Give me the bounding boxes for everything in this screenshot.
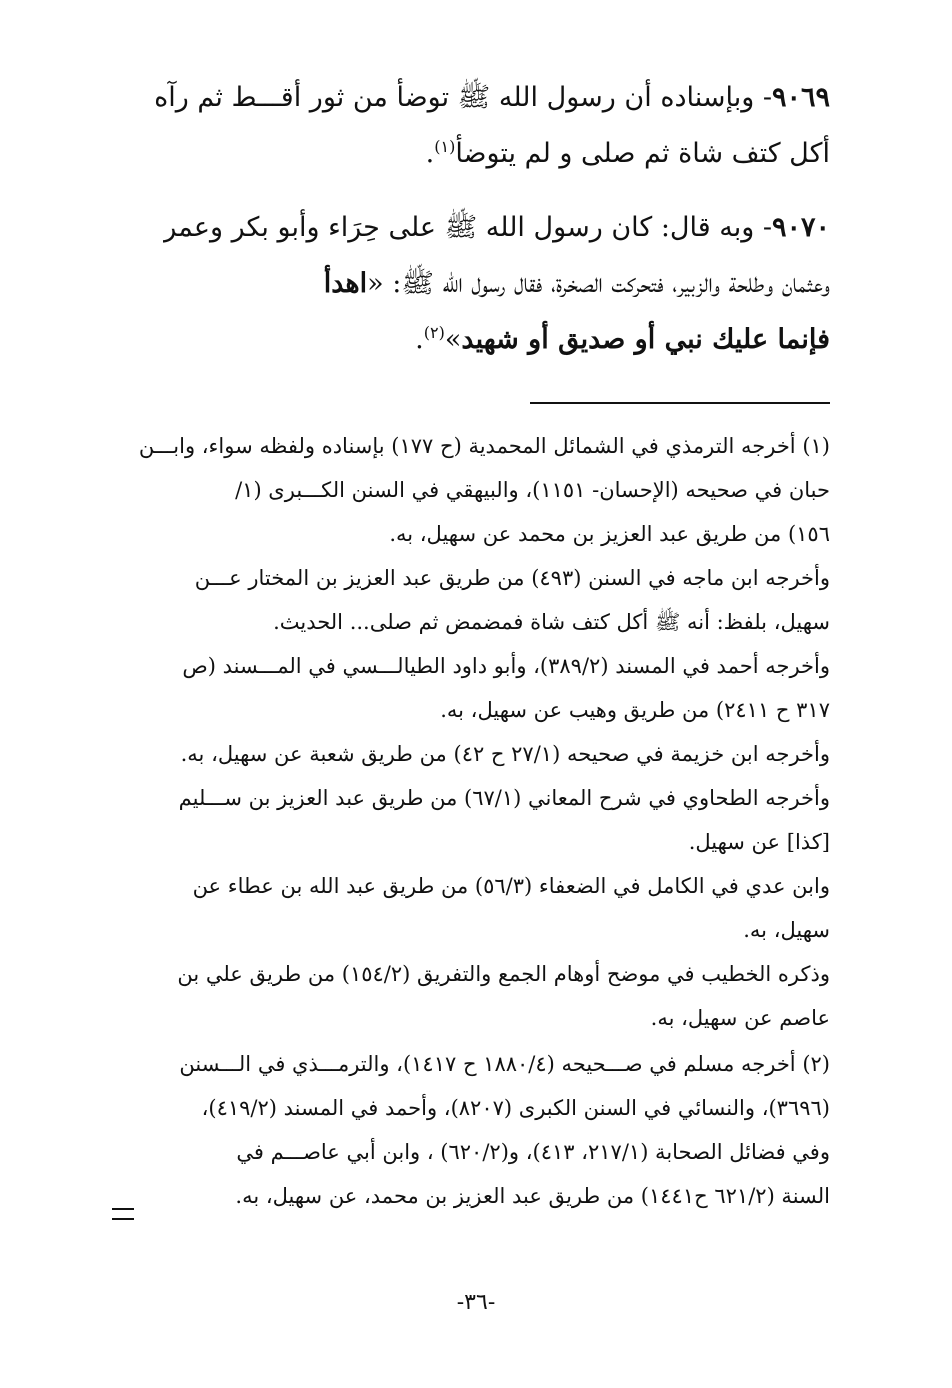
footnote-line: وأخرجه الطحاوي في شرح المعاني (٦٧/١) من طريق عبد العزيز بن ســـليم	[178, 786, 830, 810]
footnote-line: وفي فضائل الصحابة (٢١٧/١، ٤١٣)، و(٦٢٠/٢) ، وابن أبي عاصـــم في	[236, 1140, 830, 1164]
hadith-9070-quote-close: »	[444, 324, 462, 355]
hadith-9070-text-2a: وعثمان وطلحة والزبير، فتحركت الصخرة، فقال رسول الله ﷺ: «	[367, 268, 830, 299]
hadith-number-9069: ٩٠٦٩	[771, 82, 830, 113]
hadith-9070-quote: فإنما عليك نبي أو صديق أو شهيد	[461, 324, 830, 355]
footnote-line: (١) أخرجه الترمذي في الشمائل المحمدية (ح ١٧٧) بإسناده ولفظه سواء، وابـــن	[138, 434, 830, 458]
footnote-line: سهيل، به.	[743, 918, 830, 942]
hadith-9070-line-1	[163, 206, 830, 250]
hadith-9070-end: .	[415, 324, 424, 355]
hadith-9070-line-3	[415, 318, 830, 362]
footnote-line: عاصم عن سهيل، به.	[650, 1006, 830, 1030]
footnote-line: وذكره الخطيب في موضح أوهام الجمع والتفريق (١٥٤/٢) من طريق علي بن	[177, 962, 830, 986]
footnote-line: حبان في صحيحه (الإحسان- ١١٥١)، والبيهقي في السنن الكـــبرى (١/	[235, 478, 830, 502]
continuation-mark	[112, 1208, 134, 1220]
footnote-line: (٢) أخرجه مسلم في صـــحيحه (١٨٨٠/٤ ح ١٤١٧)، والترمـــذي في الـــسنن	[179, 1052, 830, 1076]
footnote-line: السنة (٦٢١/٢ ح١٤٤١) من طريق عبد العزيز بن محمد، عن سهيل، به.	[235, 1184, 830, 1208]
hadith-9070-quote-start: اهدأ	[323, 268, 368, 299]
footnote-ref-2: (٢)	[423, 323, 445, 342]
footnote-line: سهيل، بلفظ: أنه ﷺ أكل كتف شاة فمضمض ثم صلى... الحديث.	[273, 610, 830, 634]
page-number: -٣٦-	[456, 1290, 496, 1315]
hadith-9069-end: .	[425, 138, 435, 169]
footnote-ref-1: (١)	[434, 137, 456, 156]
hadith-9070-text-1: - وبه قال: كان رسول الله ﷺ على حِرَاء وأبو بكر وعمر	[163, 212, 772, 243]
hadith-9069-text-2: أكل كتف شاة ثم صلى و لم يتوضأ	[455, 138, 830, 169]
footnote-line: وأخرجه أحمد في المسند (٣٨٩/٢)، وأبو داود الطيالـــسي في المـــسند (ص	[182, 654, 830, 678]
footnote-line: وأخرجه ابن خزيمة في صحيحه (٢٧/١ ح ٤٢) من طريق شعبة عن سهيل، به.	[180, 742, 830, 766]
footnote-line: [كذا] عن سهيل.	[688, 830, 830, 854]
footnote-line: ٣١٧ ح ٢٤١١) من طريق وهيب عن سهيل، به.	[440, 698, 830, 722]
footnote-line: (٣٦٩٦)، والنسائي في السنن الكبرى (٨٢٠٧)، وأحمد في المسند (٤١٩/٢)،	[201, 1096, 830, 1120]
footnote-line: وابن عدي في الكامل في الضعفاء (٥٦/٣) من طريق عبد الله بن عطاء عن	[192, 874, 830, 898]
hadith-9069-line-1	[154, 76, 830, 120]
footnote-line: ١٥٦) من طريق عبد العزيز بن محمد عن سهيل، به.	[389, 522, 830, 546]
hadith-9069-line-2	[426, 132, 830, 176]
hadith-9070-line-2	[324, 262, 830, 306]
hadith-9069-text-1: - وبإسناده أن رسول الله ﷺ توضأ من ثور أقـــط ثم رآه	[154, 82, 772, 113]
hadith-number-9070: ٩٠٧٠	[771, 212, 830, 243]
footnote-line: وأخرجه ابن ماجه في السنن (٤٩٣) من طريق عبد العزيز بن المختار عـــن	[194, 566, 830, 590]
footnote-separator	[530, 402, 830, 404]
